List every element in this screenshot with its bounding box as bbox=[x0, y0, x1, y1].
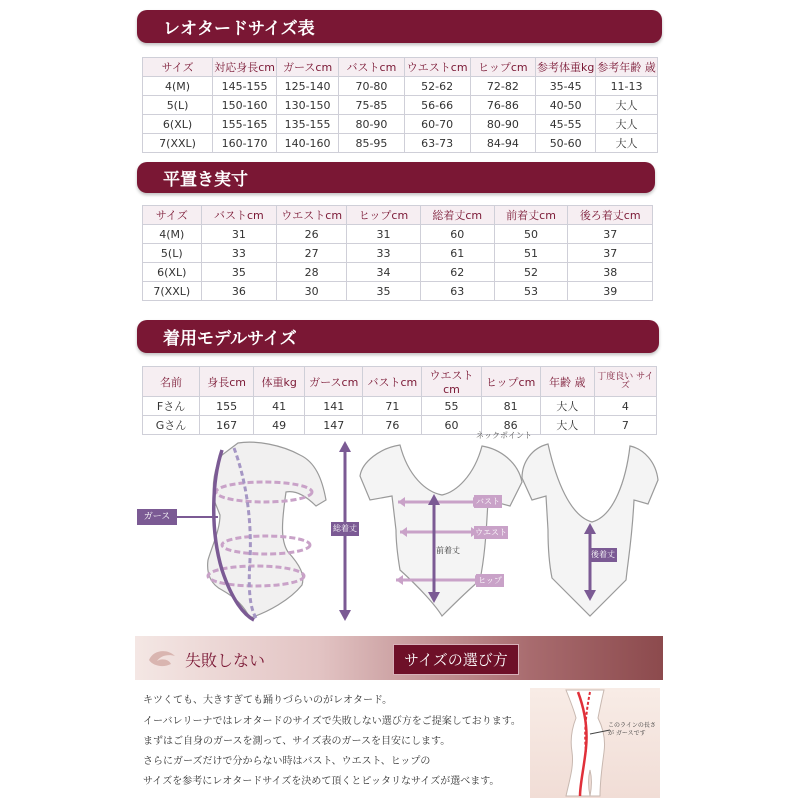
table-row bbox=[143, 244, 653, 263]
table-cell: 49 bbox=[254, 416, 305, 435]
table-cell: 80-90 bbox=[339, 115, 405, 134]
table-cell: 125-140 bbox=[277, 77, 339, 96]
front-length-label: 前着丈 bbox=[436, 546, 460, 555]
table-cell: 63 bbox=[420, 282, 494, 301]
table-cell: 4(M) bbox=[143, 225, 202, 244]
photo-note: このラインの長さが ガースです bbox=[608, 722, 656, 737]
column-header: 丁度良い サイズ bbox=[594, 367, 656, 397]
table-cell: 75-85 bbox=[339, 96, 405, 115]
table-cell: 140-160 bbox=[277, 134, 339, 153]
column-header: 参考年齢 歳 bbox=[596, 58, 658, 77]
table-cell: 147 bbox=[305, 416, 363, 435]
flat-size-banner: 平置き実寸 bbox=[137, 162, 655, 193]
column-header: バストcm bbox=[339, 58, 405, 77]
table-row bbox=[143, 96, 658, 115]
column-header: 総着丈cm bbox=[420, 206, 494, 225]
table-cell: 52 bbox=[494, 263, 568, 282]
table-cell: 51 bbox=[494, 244, 568, 263]
table-cell: 62 bbox=[420, 263, 494, 282]
table-row bbox=[143, 282, 653, 301]
column-header: 後ろ着丈cm bbox=[568, 206, 653, 225]
column-header: ヒップcm bbox=[481, 367, 540, 397]
column-header: バストcm bbox=[201, 206, 277, 225]
table-row bbox=[143, 134, 658, 153]
table-cell: 81 bbox=[481, 397, 540, 416]
column-header: 身長cm bbox=[200, 367, 254, 397]
table-cell: 167 bbox=[200, 416, 254, 435]
table-header-row bbox=[143, 206, 653, 225]
table-cell: 50 bbox=[494, 225, 568, 244]
table-cell: 38 bbox=[568, 263, 653, 282]
table-cell: 27 bbox=[277, 244, 347, 263]
model-photo-illustration bbox=[530, 688, 660, 798]
column-header: ガースcm bbox=[277, 58, 339, 77]
bust-label: バスト bbox=[476, 497, 500, 506]
column-header: 対応身長cm bbox=[213, 58, 277, 77]
table-cell: 7 bbox=[594, 416, 656, 435]
total-length-label: 総着丈 bbox=[331, 522, 359, 536]
table-cell: 71 bbox=[363, 397, 422, 416]
column-header: ヒップcm bbox=[470, 58, 536, 77]
table-cell: 36 bbox=[201, 282, 277, 301]
table-cell: 4 bbox=[594, 397, 656, 416]
table-cell: 76-86 bbox=[470, 96, 536, 115]
column-header: ウエストcm bbox=[422, 367, 481, 397]
table-cell: 31 bbox=[347, 225, 421, 244]
table-cell: 35 bbox=[201, 263, 277, 282]
column-header: 年齢 歳 bbox=[540, 367, 594, 397]
table-cell: 72-82 bbox=[470, 77, 536, 96]
table-cell: 56-66 bbox=[404, 96, 470, 115]
table-row bbox=[143, 225, 653, 244]
model-size-banner: 着用モデルサイズ bbox=[137, 320, 659, 353]
table-cell: 63-73 bbox=[404, 134, 470, 153]
table-cell: 40-50 bbox=[536, 96, 596, 115]
table-cell: Fさん bbox=[143, 397, 200, 416]
table-cell: 4(M) bbox=[143, 77, 213, 96]
table-cell: 11-13 bbox=[596, 77, 658, 96]
table-cell: 135-155 bbox=[277, 115, 339, 134]
table-cell: 37 bbox=[568, 244, 653, 263]
guide-line-4: さらにガーズだけで分からない時はバスト、ウエスト、ヒップの bbox=[143, 756, 431, 767]
table-cell: 37 bbox=[568, 225, 653, 244]
table-header-row bbox=[143, 367, 657, 397]
table-cell: 160-170 bbox=[213, 134, 277, 153]
table-cell: 33 bbox=[201, 244, 277, 263]
table-cell: 大人 bbox=[596, 115, 658, 134]
table-cell: 84-94 bbox=[470, 134, 536, 153]
table-header-row bbox=[143, 58, 658, 77]
table-cell: 61 bbox=[420, 244, 494, 263]
table-row bbox=[143, 115, 658, 134]
column-header: 名前 bbox=[143, 367, 200, 397]
column-header: 体重kg bbox=[254, 367, 305, 397]
column-header: サイズ bbox=[143, 58, 213, 77]
table-cell: 41 bbox=[254, 397, 305, 416]
table-cell: 35-45 bbox=[536, 77, 596, 96]
table-cell: 5(L) bbox=[143, 244, 202, 263]
model-size-table bbox=[142, 366, 657, 435]
table-cell: 大人 bbox=[596, 96, 658, 115]
size-guide-banner bbox=[135, 636, 663, 680]
column-header: バストcm bbox=[363, 367, 422, 397]
table-cell: 85-95 bbox=[339, 134, 405, 153]
flourish-icon bbox=[145, 646, 181, 670]
table-cell: 大人 bbox=[540, 416, 594, 435]
table-cell: 55 bbox=[422, 397, 481, 416]
measurement-diagram bbox=[130, 428, 670, 628]
column-header: ヒップcm bbox=[347, 206, 421, 225]
table-cell: 7(XXL) bbox=[143, 282, 202, 301]
table-cell: 7(XXL) bbox=[143, 134, 213, 153]
hip-label: ヒップ bbox=[476, 574, 504, 587]
column-header: サイズ bbox=[143, 206, 202, 225]
column-header: 前着丈cm bbox=[494, 206, 568, 225]
table-cell: 155 bbox=[200, 397, 254, 416]
table-row bbox=[143, 77, 658, 96]
table-cell: 130-150 bbox=[277, 96, 339, 115]
table-cell: 39 bbox=[568, 282, 653, 301]
side-view-figure bbox=[176, 442, 326, 620]
table-cell: 60 bbox=[422, 416, 481, 435]
table-cell: 35 bbox=[347, 282, 421, 301]
table-cell: 6(XL) bbox=[143, 115, 213, 134]
table-cell: 6(XL) bbox=[143, 263, 202, 282]
neck-point-label: ネックポイント bbox=[476, 431, 532, 440]
size-guide-lead: 失敗しない bbox=[185, 651, 266, 670]
table-cell: 大人 bbox=[596, 134, 658, 153]
table-cell: 70-80 bbox=[339, 77, 405, 96]
table-cell: 80-90 bbox=[470, 115, 536, 134]
table-cell: 45-55 bbox=[536, 115, 596, 134]
table-cell: 60 bbox=[420, 225, 494, 244]
table-cell: 145-155 bbox=[213, 77, 277, 96]
table-cell: 53 bbox=[494, 282, 568, 301]
table-row bbox=[143, 397, 657, 416]
column-header: 参考体重kg bbox=[536, 58, 596, 77]
table-cell: 30 bbox=[277, 282, 347, 301]
table-cell: 大人 bbox=[540, 397, 594, 416]
model-photo bbox=[530, 688, 660, 798]
girth-label: ガース bbox=[137, 509, 177, 525]
table-cell: 150-160 bbox=[213, 96, 277, 115]
table-cell: 34 bbox=[347, 263, 421, 282]
table-cell: 5(L) bbox=[143, 96, 213, 115]
table-row bbox=[143, 263, 653, 282]
guide-line-3: まずはご自身のガースを測って、サイズ表のガースを目安にします。 bbox=[143, 736, 451, 747]
waist-label: ウエスト bbox=[475, 528, 507, 537]
table-cell: 28 bbox=[277, 263, 347, 282]
table-cell: Gさん bbox=[143, 416, 200, 435]
back-length-label: 後着丈 bbox=[589, 548, 617, 562]
guide-line-1: キツくても、大きすぎても踊りづらいのがレオタード。 bbox=[143, 695, 393, 706]
table-cell: 86 bbox=[481, 416, 540, 435]
table-cell: 50-60 bbox=[536, 134, 596, 153]
table-cell: 26 bbox=[277, 225, 347, 244]
table-cell: 52-62 bbox=[404, 77, 470, 96]
guide-line-5: サイズを参考にレオタードサイズを決めて頂くとピッタリなサイズが選べます。 bbox=[143, 776, 500, 787]
column-header: ウエストcm bbox=[277, 206, 347, 225]
column-header: ウエストcm bbox=[404, 58, 470, 77]
table-cell: 60-70 bbox=[404, 115, 470, 134]
table-cell: 31 bbox=[201, 225, 277, 244]
table-cell: 155-165 bbox=[213, 115, 277, 134]
column-header: ガースcm bbox=[305, 367, 363, 397]
table-cell: 33 bbox=[347, 244, 421, 263]
back-view-figure bbox=[522, 444, 658, 616]
guide-line-2: イーバレリーナではレオタードのサイズで失敗しない選び方をご提案しております。 bbox=[143, 716, 521, 727]
flat-size-table bbox=[142, 205, 653, 301]
table-cell: 76 bbox=[363, 416, 422, 435]
size-guide-title: サイズの選び方 bbox=[393, 644, 519, 675]
leotard-size-table bbox=[142, 57, 658, 153]
table-cell: 141 bbox=[305, 397, 363, 416]
leotard-size-banner: レオタードサイズ表 bbox=[137, 10, 662, 43]
